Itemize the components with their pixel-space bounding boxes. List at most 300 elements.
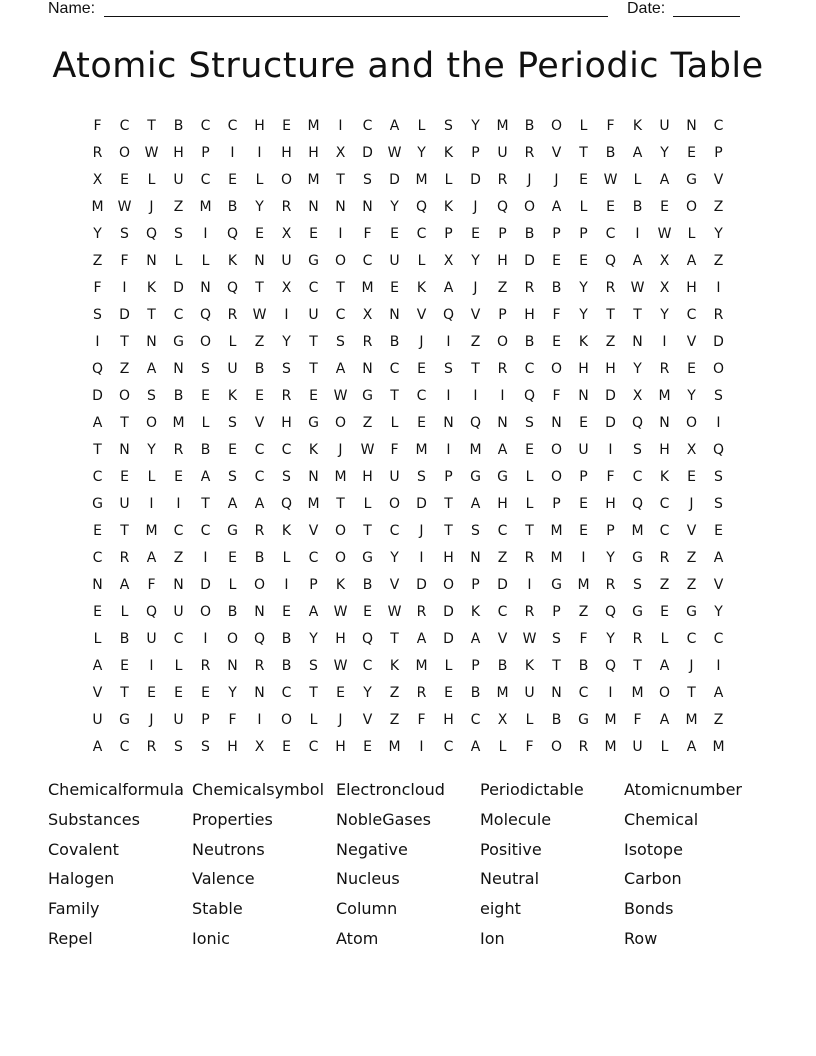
grid-letter: F (606, 117, 615, 134)
grid-letter: E (255, 387, 264, 404)
grid-letter: T (309, 333, 318, 350)
grid-letter: B (470, 684, 481, 701)
grid-letter: A (659, 171, 670, 188)
grid-letter: O (550, 360, 563, 377)
grid-letter: Q (469, 414, 482, 431)
grid-letter: V (389, 576, 400, 593)
grid-letter: C (443, 738, 454, 755)
grid-letter: T (147, 117, 156, 134)
grid-letter: S (147, 387, 156, 404)
grid-letter: D (524, 252, 535, 269)
grid-letter: O (118, 144, 131, 161)
grid-letter: N (686, 117, 697, 134)
grid-letter: D (605, 414, 616, 431)
grid-letter: E (606, 198, 615, 215)
word-list-item: Properties (192, 809, 273, 829)
grid-letter: Q (631, 414, 644, 431)
grid-letter: H (254, 117, 265, 134)
grid-letter: D (173, 279, 184, 296)
grid-letter: O (280, 171, 293, 188)
grid-letter: K (578, 333, 589, 350)
grid-letter: D (92, 387, 103, 404)
grid-letter: C (254, 468, 265, 485)
grid-letter: L (660, 630, 669, 647)
grid-letter: V (92, 684, 103, 701)
grid-letter: E (579, 522, 588, 539)
grid-letter: N (146, 252, 157, 269)
grid-letter: L (93, 630, 102, 647)
grid-letter: L (633, 171, 642, 188)
grid-letter: Y (228, 684, 237, 701)
grid-letter: X (254, 738, 265, 755)
grid-letter: N (443, 414, 454, 431)
grid-letter: S (228, 468, 237, 485)
grid-letter: G (308, 414, 319, 431)
word-list-item: Carbon (624, 869, 682, 889)
grid-letter: I (662, 333, 667, 350)
grid-letter: J (149, 711, 154, 728)
grid-letter: F (147, 576, 156, 593)
grid-letter: W (387, 144, 402, 161)
grid-letter: V (686, 333, 697, 350)
grid-letter: T (147, 306, 156, 323)
grid-letter: D (497, 576, 508, 593)
grid-letter: U (308, 306, 319, 323)
grid-letter: E (282, 117, 291, 134)
grid-letter: L (228, 333, 237, 350)
grid-letter: Y (417, 144, 426, 161)
grid-letter: L (282, 549, 291, 566)
grid-letter: N (254, 684, 265, 701)
grid-letter: C (578, 684, 589, 701)
grid-letter: E (687, 468, 696, 485)
grid-letter: E (579, 495, 588, 512)
grid-letter: M (604, 738, 617, 755)
grid-letter: L (498, 738, 507, 755)
grid-letter: N (659, 414, 670, 431)
grid-letter: A (416, 630, 427, 647)
grid-letter: B (497, 657, 508, 674)
grid-letter: E (309, 387, 318, 404)
grid-letter: Y (93, 225, 102, 242)
grid-letter: L (525, 468, 534, 485)
grid-letter: S (525, 414, 534, 431)
grid-letter: G (119, 711, 130, 728)
grid-letter: Q (604, 657, 617, 674)
word-list-item: Repel (48, 928, 93, 948)
grid-letter: L (120, 603, 129, 620)
grid-letter: M (712, 738, 725, 755)
grid-letter: P (552, 495, 561, 512)
grid-letter: Z (470, 333, 481, 350)
grid-letter: I (716, 414, 721, 431)
grid-letter: Z (686, 549, 697, 566)
grid-letter: R (524, 144, 535, 161)
grid-letter: Y (606, 630, 615, 647)
grid-letter: H (362, 468, 373, 485)
grid-letter: T (552, 657, 561, 674)
grid-letter: R (578, 738, 589, 755)
grid-letter: H (659, 441, 670, 458)
grid-letter: O (685, 414, 698, 431)
grid-letter: C (281, 684, 292, 701)
grid-letter: T (336, 171, 345, 188)
grid-letter: D (416, 495, 427, 512)
grid-letter: I (446, 387, 451, 404)
grid-letter: C (308, 738, 319, 755)
grid-letter: G (92, 495, 103, 512)
grid-letter: U (659, 117, 670, 134)
grid-letter: B (173, 387, 184, 404)
grid-letter: O (334, 414, 347, 431)
grid-letter: U (524, 684, 535, 701)
grid-letter: T (120, 414, 129, 431)
grid-letter: Q (631, 495, 644, 512)
grid-letter: E (390, 225, 399, 242)
grid-letter: A (632, 252, 643, 269)
grid-letter: Y (687, 387, 696, 404)
grid-letter: N (578, 387, 589, 404)
grid-letter: P (552, 603, 561, 620)
grid-letter: Y (471, 252, 480, 269)
grid-letter: E (660, 198, 669, 215)
grid-letter: S (201, 360, 210, 377)
grid-letter: R (254, 522, 265, 539)
grid-letter: I (257, 144, 262, 161)
grid-letter: A (470, 738, 481, 755)
name-field[interactable] (104, 16, 608, 17)
grid-letter: C (416, 387, 427, 404)
grid-letter: W (630, 279, 645, 296)
grid-letter: C (92, 549, 103, 566)
grid-letter: Y (363, 684, 372, 701)
grid-letter: H (227, 738, 238, 755)
grid-letter: L (660, 738, 669, 755)
grid-letter: G (227, 522, 238, 539)
grid-letter: U (119, 495, 130, 512)
grid-letter: A (470, 630, 481, 647)
grid-letter: M (145, 522, 158, 539)
grid-letter: Z (605, 333, 616, 350)
grid-letter: A (659, 657, 670, 674)
grid-letter: I (608, 441, 613, 458)
grid-letter: B (119, 630, 130, 647)
grid-letter: R (713, 306, 724, 323)
grid-letter: T (120, 684, 129, 701)
grid-letter: L (147, 468, 156, 485)
grid-letter: G (173, 333, 184, 350)
grid-letter: H (173, 144, 184, 161)
grid-letter: R (362, 333, 373, 350)
grid-letter: R (119, 549, 130, 566)
grid-letter: V (362, 711, 373, 728)
grid-letter: R (497, 360, 508, 377)
grid-letter: Q (712, 441, 725, 458)
grid-letter: Z (497, 549, 508, 566)
word-list-item: Neutrons (192, 839, 265, 859)
grid-letter: E (552, 252, 561, 269)
grid-letter: L (525, 711, 534, 728)
grid-letter: P (471, 576, 480, 593)
grid-letter: B (632, 198, 643, 215)
grid-letter: I (716, 279, 721, 296)
grid-letter: P (714, 144, 723, 161)
grid-letter: V (470, 306, 481, 323)
grid-letter: K (524, 657, 535, 674)
grid-letter: R (632, 630, 643, 647)
grid-letter: Z (713, 711, 724, 728)
grid-letter: B (524, 225, 535, 242)
grid-letter: R (524, 279, 535, 296)
grid-letter: C (497, 522, 508, 539)
grid-letter: Q (253, 630, 266, 647)
grid-letter: O (145, 414, 158, 431)
grid-letter: T (606, 306, 615, 323)
grid-letter: S (633, 576, 642, 593)
grid-letter: F (606, 468, 615, 485)
grid-letter: I (608, 684, 613, 701)
grid-letter: E (255, 225, 264, 242)
grid-letter: S (633, 441, 642, 458)
grid-letter: V (686, 522, 697, 539)
grid-letter: E (174, 684, 183, 701)
grid-letter: Z (713, 198, 724, 215)
grid-letter: R (146, 738, 157, 755)
grid-letter: V (713, 171, 724, 188)
grid-letter: C (173, 306, 184, 323)
grid-letter: O (253, 576, 266, 593)
grid-letter: C (119, 117, 130, 134)
grid-letter: V (551, 144, 562, 161)
grid-letter: K (335, 576, 346, 593)
grid-letter: Q (226, 225, 239, 242)
grid-letter: X (92, 171, 103, 188)
grid-letter: F (363, 225, 372, 242)
grid-letter: U (389, 252, 400, 269)
grid-letter: C (200, 522, 211, 539)
grid-letter: F (93, 279, 102, 296)
grid-letter: Q (442, 306, 455, 323)
grid-letter: A (200, 468, 211, 485)
grid-letter: C (632, 468, 643, 485)
grid-letter: C (308, 279, 319, 296)
grid-letter: G (497, 468, 508, 485)
grid-letter: R (416, 684, 427, 701)
grid-letter: L (309, 711, 318, 728)
word-list-item: Isotope (624, 839, 683, 859)
grid-letter: W (387, 603, 402, 620)
grid-letter: S (714, 495, 723, 512)
grid-letter: N (254, 252, 265, 269)
grid-letter: N (200, 279, 211, 296)
grid-letter: O (550, 441, 563, 458)
grid-letter: C (308, 549, 319, 566)
grid-letter: C (524, 360, 535, 377)
grid-letter: W (522, 630, 537, 647)
grid-letter: A (443, 279, 454, 296)
grid-letter: M (307, 117, 320, 134)
grid-letter: G (308, 252, 319, 269)
grid-letter: T (633, 306, 642, 323)
grid-letter: Y (579, 306, 588, 323)
grid-letter: J (338, 711, 343, 728)
grid-letter: T (579, 144, 588, 161)
date-label: Date: (627, 0, 666, 17)
grid-letter: P (552, 225, 561, 242)
grid-letter: B (227, 603, 238, 620)
grid-letter: U (578, 441, 589, 458)
grid-letter: S (336, 333, 345, 350)
name-label: Name: (48, 0, 96, 17)
word-list-item: Atomicnumber (624, 780, 742, 799)
word-list-item: Bonds (624, 899, 674, 919)
grid-letter: Q (604, 603, 617, 620)
grid-letter: W (144, 144, 159, 161)
grid-letter: L (579, 198, 588, 215)
grid-letter: E (390, 279, 399, 296)
grid-letter: C (254, 441, 265, 458)
grid-letter: Y (714, 603, 723, 620)
grid-letter: S (120, 225, 129, 242)
grid-letter: C (92, 468, 103, 485)
date-field[interactable] (673, 16, 740, 17)
grid-letter: M (496, 117, 509, 134)
grid-letter: A (551, 198, 562, 215)
word-list-item: Ionic (192, 928, 230, 948)
word-list-item: Periodictable (480, 780, 584, 799)
grid-letter: B (551, 279, 562, 296)
grid-letter: W (657, 225, 672, 242)
grid-letter: R (227, 306, 238, 323)
grid-letter: K (308, 441, 319, 458)
grid-letter: L (390, 414, 399, 431)
grid-letter: S (417, 468, 426, 485)
grid-letter: L (687, 225, 696, 242)
grid-letter: F (228, 711, 237, 728)
grid-letter: W (603, 171, 618, 188)
grid-letter: W (117, 198, 132, 215)
grid-letter: D (443, 630, 454, 647)
grid-letter: Y (606, 549, 615, 566)
grid-letter: T (201, 495, 210, 512)
grid-letter: S (552, 630, 561, 647)
grid-letter: S (228, 414, 237, 431)
grid-letter: Q (280, 495, 293, 512)
grid-letter: O (550, 738, 563, 755)
grid-letter: R (173, 441, 184, 458)
grid-letter: C (470, 711, 481, 728)
grid-letter: C (416, 225, 427, 242)
grid-letter: F (579, 630, 588, 647)
grid-letter: R (659, 360, 670, 377)
grid-letter: I (95, 333, 100, 350)
grid-letter: B (173, 117, 184, 134)
grid-letter: Z (713, 252, 724, 269)
grid-letter: E (282, 603, 291, 620)
grid-letter: A (713, 684, 724, 701)
grid-letter: U (281, 252, 292, 269)
grid-letter: D (389, 171, 400, 188)
grid-letter: L (363, 495, 372, 512)
grid-letter: A (335, 360, 346, 377)
grid-letter: T (363, 522, 372, 539)
grid-letter: R (524, 549, 535, 566)
grid-letter: O (550, 117, 563, 134)
grid-letter: O (442, 576, 455, 593)
word-list-item: Halogen (48, 869, 115, 889)
grid-letter: S (444, 117, 453, 134)
grid-letter: M (577, 576, 590, 593)
grid-letter: G (578, 711, 589, 728)
grid-letter: Z (362, 414, 373, 431)
grid-letter: E (120, 657, 129, 674)
grid-letter: R (200, 657, 211, 674)
grid-letter: R (524, 603, 535, 620)
word-list-item: Valence (192, 869, 255, 889)
grid-letter: T (120, 522, 129, 539)
grid-letter: P (471, 144, 480, 161)
grid-letter: M (658, 387, 671, 404)
grid-letter: X (659, 252, 670, 269)
grid-letter: M (469, 441, 482, 458)
grid-letter: M (631, 684, 644, 701)
grid-letter: W (333, 603, 348, 620)
grid-letter: J (473, 198, 478, 215)
grid-letter: O (550, 468, 563, 485)
grid-letter: I (284, 576, 289, 593)
grid-letter: O (334, 522, 347, 539)
grid-letter: I (203, 225, 208, 242)
grid-letter: Z (389, 711, 400, 728)
grid-letter: X (443, 252, 454, 269)
grid-letter: E (687, 144, 696, 161)
grid-letter: I (473, 387, 478, 404)
grid-letter: H (497, 252, 508, 269)
grid-letter: W (333, 657, 348, 674)
word-list-item: Chemicalsymbol (192, 780, 325, 799)
grid-letter: N (362, 198, 373, 215)
grid-letter: Q (91, 360, 104, 377)
grid-letter: B (551, 711, 562, 728)
grid-letter: X (632, 387, 643, 404)
grid-letter: N (551, 684, 562, 701)
grid-letter: E (93, 522, 102, 539)
grid-letter: J (527, 171, 532, 188)
grid-letter: N (173, 360, 184, 377)
grid-letter: C (173, 630, 184, 647)
grid-letter: R (281, 198, 292, 215)
grid-letter: T (444, 522, 453, 539)
grid-letter: R (605, 576, 616, 593)
grid-letter: Z (119, 360, 130, 377)
grid-letter: E (417, 360, 426, 377)
grid-letter: T (390, 387, 399, 404)
grid-letter: C (362, 117, 373, 134)
grid-letter: D (200, 576, 211, 593)
header-line (48, 0, 748, 20)
grid-letter: L (201, 252, 210, 269)
grid-letter: C (173, 522, 184, 539)
grid-letter: E (228, 441, 237, 458)
grid-letter: P (606, 522, 615, 539)
grid-letter: X (335, 144, 346, 161)
grid-letter: Q (199, 306, 212, 323)
grid-letter: N (335, 198, 346, 215)
grid-letter: D (605, 387, 616, 404)
grid-letter: T (336, 495, 345, 512)
grid-letter: I (230, 144, 235, 161)
page-title: Atomic Structure and the Periodic Table (52, 46, 764, 86)
